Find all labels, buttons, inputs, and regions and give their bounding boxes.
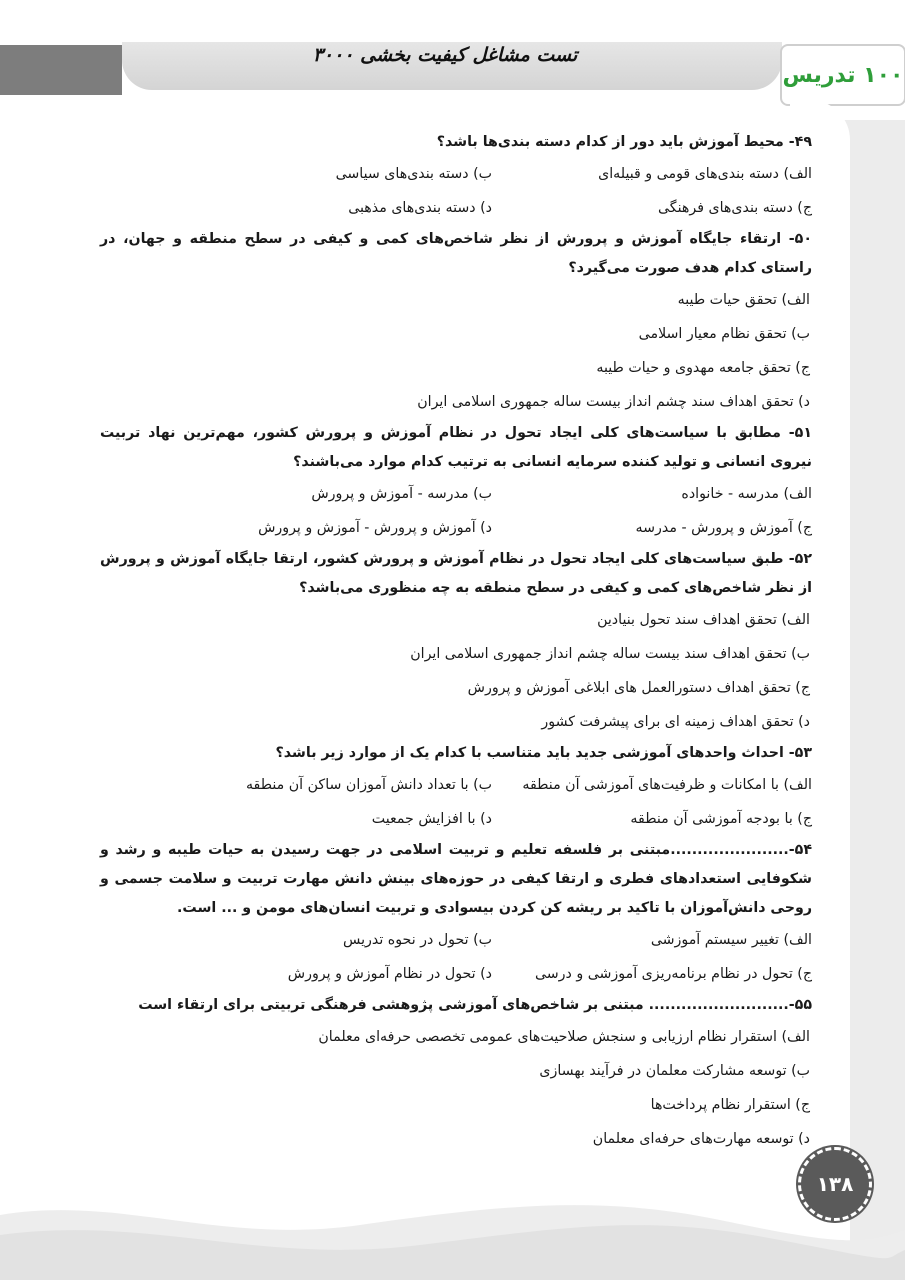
option-d: د) تحقق اهداف سند چشم انداز بیست ساله جمهوری اسلامی ایران <box>417 394 810 410</box>
option-d: د) آموزش و پرورش - آموزش و پرورش <box>258 520 492 536</box>
option-row <box>100 957 812 991</box>
option-a: الف) مدرسه - خانواده <box>681 486 812 502</box>
question-49: ۴۹- محیط آموزش باید دور از کدام دسته بندی‌ها باشد؟ <box>436 134 812 150</box>
question-50: ۵۰- ارتقاء جایگاه آموزش و پرورش از نظر شاخص‌های کمی و کیفی در سطح منطقه و جهان، در راستای کدام هدف صورت می‌گیرد؟ <box>100 231 812 276</box>
option-b: ب) دسته بندی‌های سیاسی <box>335 166 492 182</box>
option-c: ج) با بودجه آموزشی آن منطقه <box>630 811 812 827</box>
option-a: الف) با امکانات و ظرفیت‌های آموزشی آن منطقه <box>522 777 812 793</box>
option-d: د) تحول در نظام آموزش و پرورش <box>287 966 492 982</box>
option-row <box>100 477 812 511</box>
option-a: الف) تحقق حیات طیبه <box>677 292 810 308</box>
option-a: الف) تحقق اهداف سند تحول بنیادین <box>597 612 810 628</box>
option-b: ب) مدرسه - آموزش و پرورش <box>311 486 492 502</box>
option-a: الف) تغییر سیستم آموزشی <box>650 932 812 948</box>
question-55: ۵۵-.......................... مبتنی بر شاخص‌های آموزشی پژوهشی فرهنگی تربیتی برای ارتقاء است <box>138 997 812 1013</box>
option-d: د) با افزایش جمعیت <box>371 811 492 827</box>
option-a: الف) استقرار نظام ارزیابی و سنجش صلاحیت‌های عمومی تخصصی حرفه‌ای معلمان <box>318 1029 810 1045</box>
header-gray-block <box>0 45 122 95</box>
option-b: ب) تحول در نحوه تدریس <box>343 932 492 948</box>
logo-text: ۱۰۰ تدریس <box>782 62 904 88</box>
option-d: د) توسعه مهارت‌های حرفه‌ای معلمان <box>592 1131 810 1147</box>
questions-content <box>100 128 812 1156</box>
option-row <box>100 802 812 836</box>
book-title: ۳۰۰۰ تست مشاغل کیفیت بخشی <box>312 44 578 66</box>
option-row <box>100 157 812 191</box>
option-row <box>100 923 812 957</box>
option-c: ج) دسته بندی‌های فرهنگی <box>657 200 812 216</box>
question-54: ۵۴-......................مبتنی بر فلسفه تعلیم و تربیت اسلامی در جهت رسیدن به حیات طیبه و رشد و شکوفایی استعدادهای فطری و ارتقا کیفی در حوزه‌های بینش دانش مهارت تربیت و سلامت جسمی و روحی دانش‌آموزان با تاکید بر ریشه کن کردن بیسوادی و تربیت انسان‌های مومن و ... است. <box>100 842 812 916</box>
question-51: ۵۱- مطابق با سیاست‌های کلی ایجاد تحول در نظام آموزش و پرورش کشور، مهم‌ترین نهاد تربیت نیروی انسانی و تولید کننده سرمایه انسانی به ترتیب کدام موارد می‌باشند؟ <box>100 425 812 470</box>
option-row <box>100 768 812 802</box>
option-row <box>100 191 812 225</box>
option-b: ب) با تعداد دانش آموزان ساکن آن منطقه <box>245 777 492 793</box>
option-c: ج) تحقق جامعه مهدوی و حیات طیبه <box>596 360 810 376</box>
publisher-logo <box>780 44 905 106</box>
question-52: ۵۲- طبق سیاست‌های کلی ایجاد تحول در نظام آموزش و پرورش کشور، ارتقا جایگاه آموزش و پرورش از نظر شاخص‌های کمی و کیفی در سطح منطقه به چه منظوری می‌باشد؟ <box>100 551 812 596</box>
bottom-wave <box>0 1185 905 1280</box>
option-b: ب) تحقق نظام معیار اسلامی <box>638 326 810 342</box>
option-c: ج) آموزش و پرورش - مدرسه <box>635 520 812 536</box>
option-c: ج) استقرار نظام پرداخت‌ها <box>650 1097 810 1113</box>
option-a: الف) دسته بندی‌های قومی و قبیله‌ای <box>598 166 812 182</box>
option-c: ج) تحول در نظام برنامه‌ریزی آموزشی و درسی <box>534 966 812 982</box>
option-d: د) دسته بندی‌های مذهبی <box>348 200 492 216</box>
option-b: ب) تحقق اهداف سند بیست ساله چشم انداز جمهوری اسلامی ایران <box>410 646 810 662</box>
page-number: ۱۳۸ <box>798 1147 872 1221</box>
question-53: ۵۳- احداث واحدهای آموزشی جدید باید متناسب با کدام یک از موارد زیر باشد؟ <box>275 745 812 761</box>
option-row <box>100 511 812 545</box>
option-b: ب) توسعه مشارکت معلمان در فرآیند بهسازی <box>539 1063 810 1079</box>
option-c: ج) تحقق اهداف دستورالعمل های ابلاغی آموزش و پرورش <box>467 680 810 696</box>
option-d: د) تحقق اهداف زمینه ای برای پیشرفت کشور <box>541 714 810 730</box>
